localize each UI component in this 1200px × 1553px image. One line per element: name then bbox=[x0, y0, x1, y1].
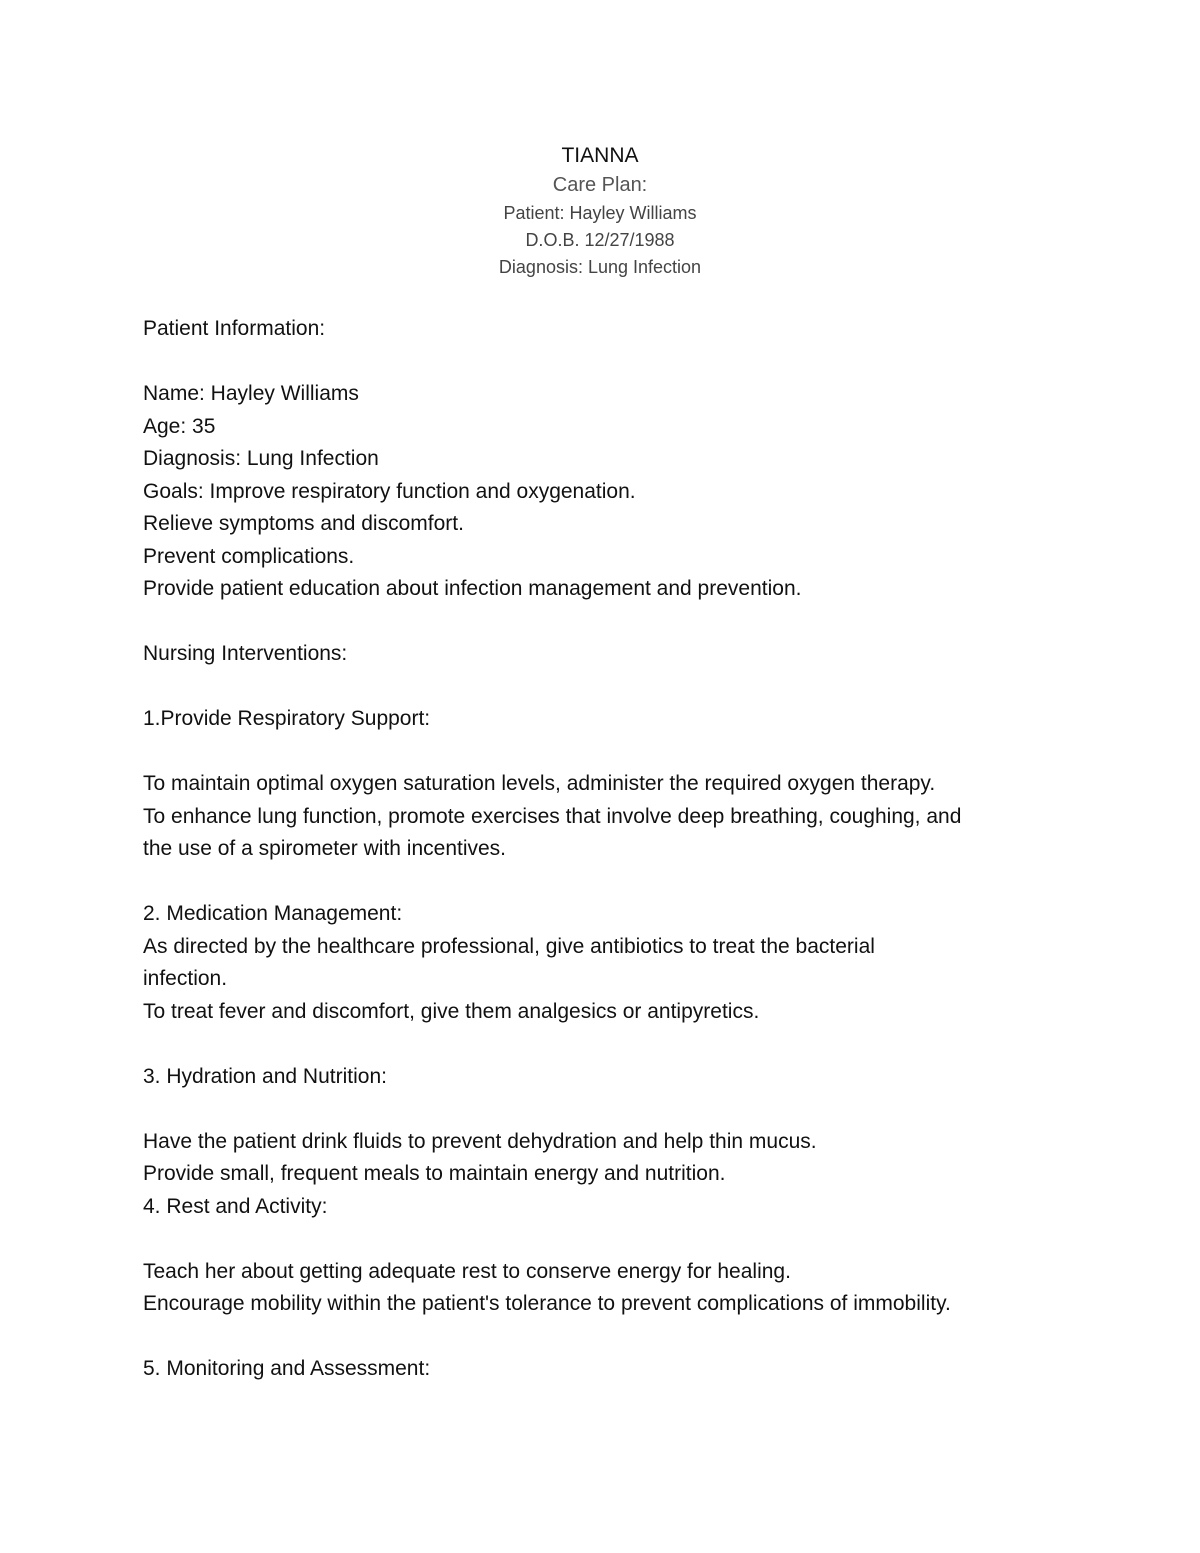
goal-line: Prevent complications. bbox=[143, 544, 355, 568]
interventions-heading: Nursing Interventions: bbox=[143, 642, 348, 665]
rest-heading: 4. Rest and Activity: bbox=[143, 1194, 328, 1218]
spacer bbox=[143, 1223, 1083, 1256]
goal-line: Goals: Improve respiratory function and oxygenation. bbox=[143, 479, 636, 503]
patient-info-heading: Patient Information: bbox=[143, 317, 326, 340]
spacer bbox=[143, 671, 1083, 704]
rest-line: Encourage mobility within the patient's tolerance to prevent complications of immobility. bbox=[143, 1292, 951, 1315]
patient-age: Age: 35 bbox=[143, 414, 216, 438]
hydration-line: Provide small, frequent meals to maintain energy and nutrition. bbox=[143, 1162, 726, 1185]
rest-line: Teach her about getting adequate rest to conserve energy for healing. bbox=[143, 1259, 791, 1283]
header-dob: D.O.B. 12/27/1988 bbox=[525, 230, 675, 250]
spacer bbox=[143, 736, 1083, 769]
monitoring-heading: 5. Monitoring and Assessment: bbox=[143, 1357, 431, 1380]
spacer bbox=[143, 1028, 1083, 1061]
medication-heading: 2. Medication Management: bbox=[143, 902, 403, 925]
goal-line: Provide patient education about infection management and prevention. bbox=[143, 577, 802, 600]
respiratory-line: To maintain optimal oxygen saturation levels, administer the required oxygen therapy. bbox=[143, 772, 936, 795]
medication-line: infection. bbox=[143, 967, 228, 990]
goal-line: Relieve symptoms and discomfort. bbox=[143, 512, 464, 535]
header-patient: Patient: Hayley Williams bbox=[503, 203, 697, 223]
spacer bbox=[143, 346, 1083, 379]
respiratory-line: To enhance lung function, promote exercises that involve deep breathing, coughing, and bbox=[143, 804, 962, 828]
patient-diagnosis: Diagnosis: Lung Infection bbox=[143, 447, 379, 470]
spacer bbox=[143, 1321, 1083, 1354]
document-title: TIANNA bbox=[561, 144, 639, 167]
hydration-line: Have the patient drink fluids to prevent dehydration and help thin mucus. bbox=[143, 1129, 817, 1153]
medication-line: As directed by the healthcare professional, give antibiotics to treat the bacterial bbox=[143, 934, 875, 958]
hydration-heading: 3. Hydration and Nutrition: bbox=[143, 1064, 387, 1088]
header-diagnosis: Diagnosis: Lung Infection bbox=[498, 257, 702, 277]
document-header bbox=[0, 142, 1200, 281]
spacer bbox=[143, 1093, 1083, 1126]
respiratory-heading: 1.Provide Respiratory Support: bbox=[143, 707, 431, 730]
document-body bbox=[143, 313, 1083, 1386]
spacer bbox=[143, 866, 1083, 899]
medication-line: To treat fever and discomfort, give them analgesics or antipyretics. bbox=[143, 999, 760, 1023]
patient-name: Name: Hayley Williams bbox=[143, 382, 359, 405]
spacer bbox=[143, 606, 1083, 639]
respiratory-line: the use of a spirometer with incentives. bbox=[143, 837, 507, 860]
document-subtitle: Care Plan: bbox=[552, 174, 648, 196]
